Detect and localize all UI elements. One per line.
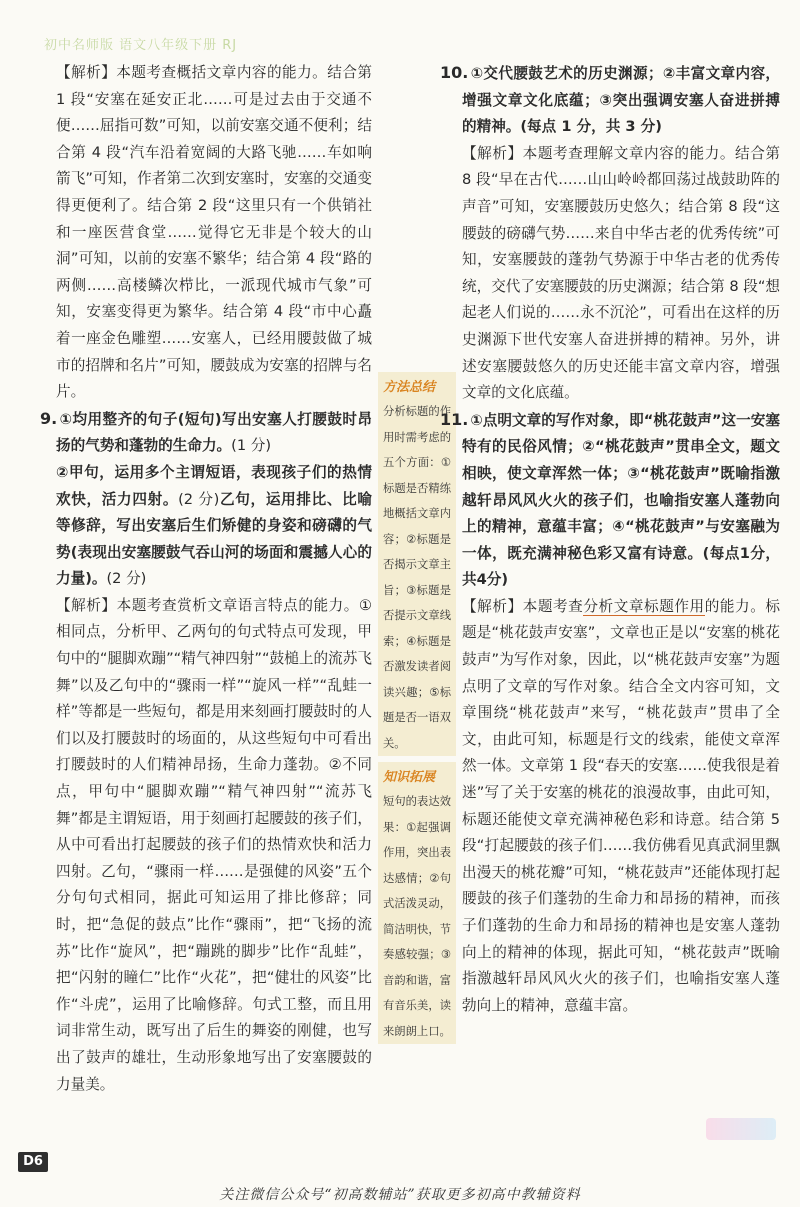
right-column: [440, 60, 781, 1019]
knowledge-expansion-box: [378, 762, 456, 1044]
left-column: [40, 60, 372, 1098]
page-number: D6: [18, 1152, 48, 1172]
answer-11: [440, 407, 780, 594]
question-number-10: 10.: [440, 63, 469, 82]
method-summary-box: [378, 372, 456, 756]
answer-9-score1: (1 分): [231, 437, 272, 455]
answer-11-text: ①点明文章的写作对象，即“桃花鼓声”这一安塞特有的民俗风情；②“桃花鼓声”贯串全文，题文相映，使文章浑然一体；③“桃花鼓声”既喻指激越轩昂风风火火的孩子们，也喻指安塞人蓬勃向上的精神，意蕴丰富；④“桃花鼓声”与安塞融为一体，既充满神秘色彩又富有诗意。(每点1分，共4分): [462, 411, 780, 589]
analysis-11-post: 的能力。标题是“桃花鼓声安塞”，文章也正是以“安塞的桃花鼓声”为写作对象，因此，以“桃花鼓声安塞”为题点明了文章的写作对象。结合全文内容可知，文章围绕“桃花鼓声”来写，“桃花鼓声”贯串了全文，由此可知，标题是行文的线索，能使文章浑然一体。文章第 1 段“春天的安塞……使我很是着迷”写了关于安塞的桃花的浪漫故事，由此可知，标题还能使文章充满神秘色彩和诗意。结合第 5 段“打起腰鼓的孩子们……我仿佛看见真武洞里飘出漫天的桃花瓣”可知，“桃花鼓声”还能体现打起腰鼓的孩子们蓬勃的生命力和昂扬的精神，而孩子们蓬勃的生命力和昂扬的精神也是安塞人蓬勃向上的精神的体现，据此可知，“桃花鼓声”既喻指激越轩昂风风火火的孩子们，也喻指安塞人蓬勃向上的精神，意蕴丰富。: [462, 597, 781, 1014]
sidebar-notes: [378, 372, 456, 1044]
answer-9-part2: [56, 460, 372, 593]
page-footer: 关注微信公众号“初高数辅站”获取更多初高中教辅资料: [219, 1187, 581, 1203]
method-summary-title: 方法总结: [383, 380, 436, 395]
analysis-paragraph-8: 【解析】本题考查概括文章内容的能力。结合第 1 段“安塞在延安正北……可是过去由于交通不便……屈指可数”可知，以前安塞交通不便利；结合第 4 段“汽车沿着宽阔的大路飞驰……车如响箭飞”可知，作者第二次到安塞时，安塞的交通变得更便利了。结合第 2 段“这里只有一个供销社和一座医营食堂……觉得它无非是个较大的山洞”可知，以前的安塞不繁华；结合第 4 段“路的两侧……高楼鳞次栉比，一派现代城市气象”可知，安塞变得更为繁华。结合第 4 段“市中心矗着一座金色雕塑……安塞人，已经用腰鼓做了城市的招牌和名片”可知，腰鼓成为安塞的招牌与名片。: [56, 64, 372, 401]
answer-9-part1: [40, 406, 372, 460]
page-header: 初中名师版 语文八年级下册 RJ: [44, 38, 238, 53]
question-number-9: 9.: [40, 408, 58, 428]
knowledge-expansion-title: 知识拓展: [383, 770, 436, 785]
analysis-paragraph-9: 【解析】本题考查赏析文章语言特点的能力。①相同点，分析甲、乙两句的句式特点可发现，甲句中的“腿脚欢蹦”“精气神四射”“鼓槌上的流苏飞舞”以及乙句中的“骤雨一样”“旋风一样”“乱蛙一样”等都是一些短句，都是用来刻画打腰鼓时的人们以及打腰鼓时的场面的，从这些短句中可看出打腰鼓时的人们精神昂扬，生命力蓬勃。②不同点，甲句中“腿脚欢蹦”“精气神四射”“流苏飞舞”都是主谓短语，用于刻画打起腰鼓的孩子们，从中可看出打起腰鼓的孩子们的热情欢快和活力四射。乙句，“骤雨一样……是强健的风姿”五个分句句式相同，据此可知运用了排比修辞；同时，把“急促的鼓点”比作“骤雨”，把“飞扬的流苏”比作“旋风”，把“蹦跳的脚步”比作“乱蛙”，把“闪射的瞳仁”比作“火花”，把“健壮的风姿”比作“斗虎”，运用了比喻修辞。句式工整，而且用词非常生动，既写出了后生的舞姿的刚健，也写出了鼓声的雄壮，生动形象地写出了安塞腰鼓的力量美。: [56, 596, 372, 1093]
answer-9-score2b: (2 分): [106, 570, 147, 588]
knowledge-expansion-text: 短句的表达效果：①起强调作用，突出表达感情；②句式活泼灵动，简洁明快，节奏感较强；③音韵和谐，富有音乐美，读来朗朗上口。: [383, 795, 451, 1038]
analysis-11-underlined: 分析文章标题作用: [583, 597, 705, 615]
analysis-11-pre: 【解析】本题考查: [462, 597, 584, 615]
answer-10-text: ①交代腰鼓艺术的历史渊源；②丰富文章内容，增强文章文化底蕴；③突出强调安塞人奋进拼搏的精神。(每点 1 分，共 3 分): [462, 65, 780, 136]
answer-10: [440, 60, 780, 141]
analysis-paragraph-11: [462, 594, 780, 1020]
answer-9-text2a: ②甲句，运用多个主谓短语，表现孩子们的热情欢快，活力四射。: [56, 463, 372, 508]
answer-9-score2a: (2 分): [178, 490, 220, 508]
analysis-paragraph-10: 【解析】本题考查理解文章内容的能力。结合第 8 段“早在古代……山山岭岭都回荡过战鼓助阵的声音”可知，安塞腰鼓历史悠久；结合第 8 段“这腰鼓的磅礴气势……来自中华古老的优秀传统”可知，安塞腰鼓的蓬勃气势源于中华古老的优秀传统，交代了安塞腰鼓的历史渊源；结合第 8 段“想起老人们说的……永不沉沦”，可看出在这样的历史渊源下世代安塞人奋进拼搏的精神。另外，讲述安塞腰鼓悠久的历史还能丰富文章内容，增强文章的文化底蕴。: [462, 144, 781, 402]
answer-9-text2b: 乙句，运用排比、比喻等修辞，写出安塞后生们矫健的身姿和磅礴的气势(表现出安塞腰鼓气吞山河的场面和震撼人心的力量)。: [56, 490, 372, 588]
watermark-badge: [706, 1118, 776, 1140]
question-number-11: 11.: [440, 409, 469, 429]
method-summary-text: 分析标题的作用时需考虑的五个方面：①标题是否精练地概括文章内容；②标题是否揭示文章主旨；③标题是否提示文章线索；④标题是否激发读者阅读兴趣；⑤标题是否一语双关。: [383, 405, 451, 750]
answer-9-text1: ①均用整齐的句子(短句)写出安塞人打腰鼓时昂扬的气势和蓬勃的生命力。: [56, 410, 372, 455]
